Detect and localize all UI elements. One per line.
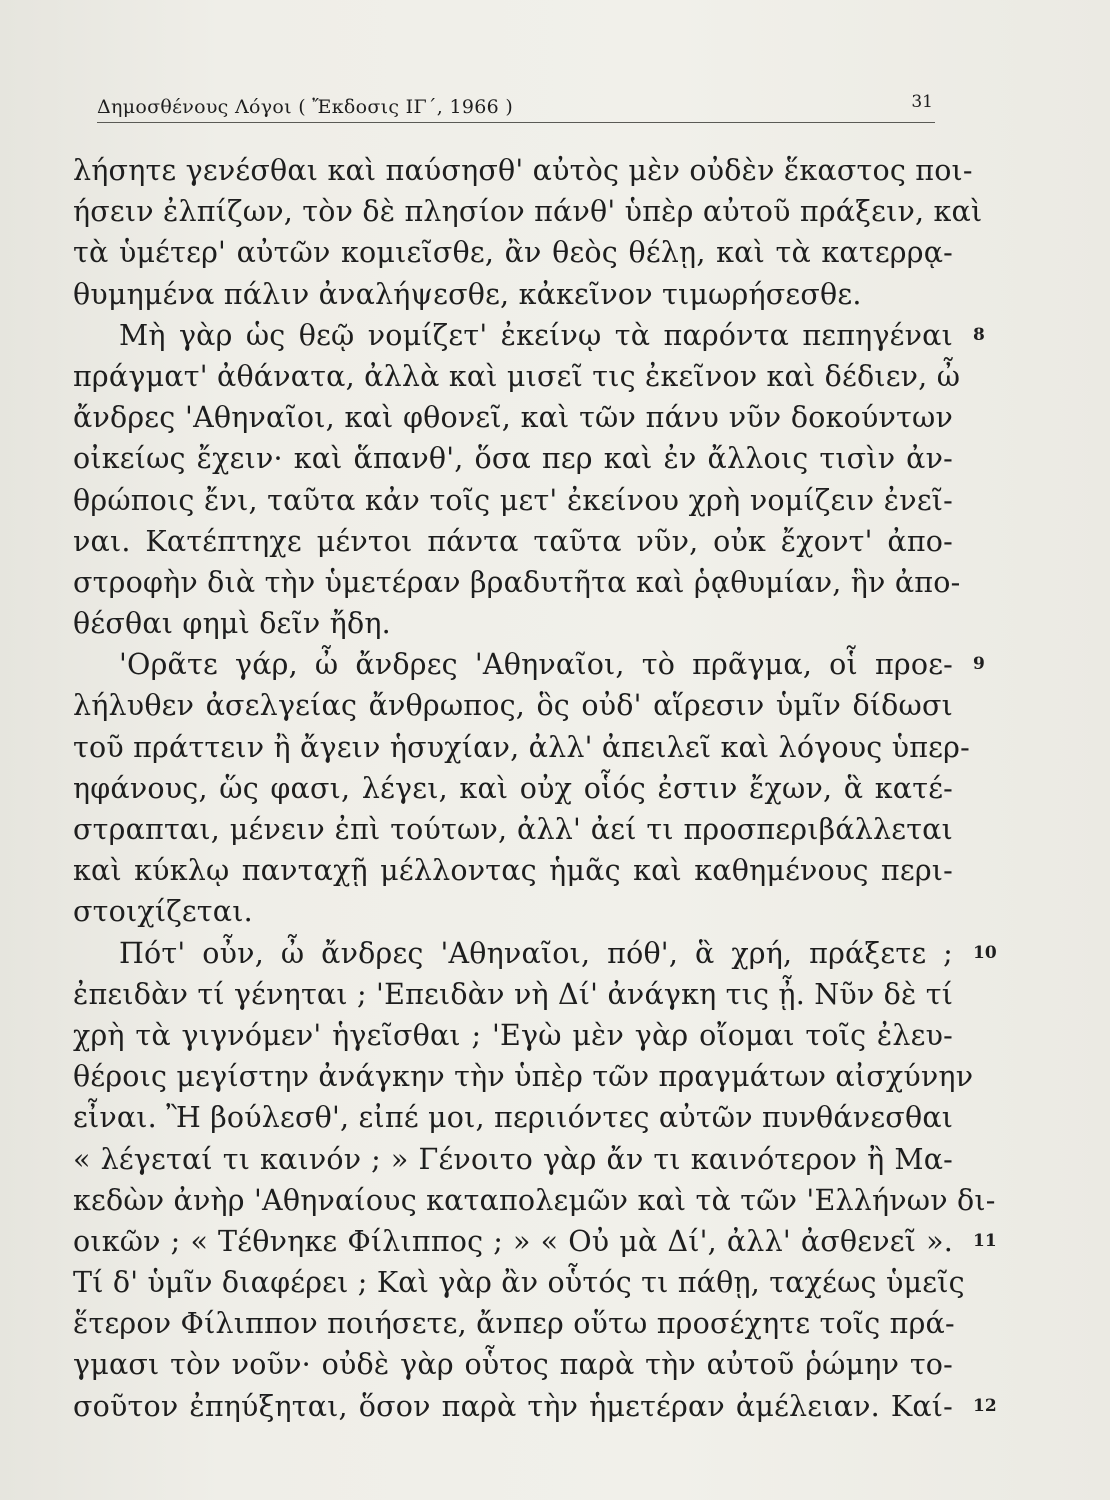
section-number: 12 (973, 1395, 997, 1416)
section-number: 11 (973, 1230, 997, 1251)
text-line: οικῶν ; « Τέθνηκε Φίλιππος ; » « Οὐ μὰ Δί', ἀλλ' ἀσθενεῖ ». 11 (73, 1221, 953, 1262)
text-line: καὶ κύκλῳ πανταχῇ μέλλοντας ἡμᾶς καὶ καθημένους περι- (73, 854, 953, 888)
text-line: λήλυθεν ἀσελγείας ἄνθρωπος, ὃς οὐδ' αἵρεσιν ὑμῖν δίδωσι (73, 689, 953, 723)
section-number: 8 (973, 324, 985, 345)
text-line: λήσητε γενέσθαι καὶ παύσησθ' αὐτὸς μὲν οὐδὲν ἕκαστος ποι- (73, 154, 973, 187)
running-title: Δημοσθένους Λόγοι ( Ἔκδοσις ΙΓ΄, 1966 ) (97, 96, 514, 118)
text-line: Πότ' οὖν, ὦ ἄνδρες 'Αθηναῖοι, πόθ', ἃ χρή, πράξετε ; 10 (73, 933, 953, 974)
text-line: θυμημένα πάλιν ἀναλήψεσθε, κἀκεῖνον τιμωρήσεσθε. (73, 277, 862, 311)
text-line: οἰκείως ἔχειν· καὶ ἅπανθ', ὅσα περ καὶ ἐν ἄλλοις τισὶν ἀν- (73, 442, 953, 476)
text-line: ναι. Κατέπτηχε μέντοι πάντα ταῦτα νῦν, οὐκ ἔχοντ' ἀπο- (73, 524, 953, 558)
text-line: ηφάνους, ὥς φασι, λέγει, καὶ οὐχ οἷός ἐστιν ἔχων, ἃ κατέ- (73, 771, 953, 805)
text-line: χρὴ τὰ γιγνόμεν' ἡγεῖσθαι ; 'Εγὼ μὲν γὰρ οἴομαι τοῖς ἐλευ- (73, 1018, 953, 1052)
text-line: « λέγεταί τι καινόν ; » Γένοιτο γὰρ ἄν τι καινότερον ἢ Μα- (73, 1142, 953, 1176)
text-line: πράγματ' ἀθάνατα, ἀλλὰ καὶ μισεῖ τις ἐκεῖνον καὶ δέδιεν, ὦ (73, 359, 961, 393)
text-line: 'Ορᾶτε γάρ, ὦ ἄνδρες 'Αθηναῖοι, τὸ πρᾶγμα, οἷ προε- 9 (73, 644, 953, 685)
text-line: εἶναι. Ἢ βούλεσθ', εἰπέ μοι, περιιόντες αὐτῶν πυνθάνεσθαι (73, 1101, 954, 1135)
text-line: γμασι τὸν νοῦν· οὐδὲ γὰρ οὗτος παρὰ τὴν αὐτοῦ ῥώμην το- (73, 1348, 953, 1382)
text-line: ἕτερον Φίλιππον ποιήσετε, ἄνπερ οὕτω προσέχητε τοῖς πρά- (73, 1307, 955, 1341)
text-line: ἄνδρες 'Αθηναῖοι, καὶ φθονεῖ, καὶ τῶν πάνυ νῦν δοκούντων (73, 401, 953, 435)
page-number: 31 (911, 92, 933, 112)
body-text (73, 150, 997, 1427)
text-line: σοῦτον ἐπηύξηται, ὅσον παρὰ τὴν ἡμετέραν ἀμέλειαν. Καί- 12 (73, 1386, 953, 1427)
text-line: ἐπειδὰν τί γένηται ; 'Επειδὰν νὴ Δί' ἀνάγκη τις ᾖ. Νῦν δὲ τί (73, 977, 954, 1011)
text-line: Τί δ' ὑμῖν διαφέρει ; Καὶ γὰρ ἂν οὗτός τι πάθῃ, ταχέως ὑμεῖς (73, 1266, 965, 1300)
text-line: στροφὴν διὰ τὴν ὑμετέραν βραδυτῆτα καὶ ῥᾳθυμίαν, ἣν ἀπο- (73, 565, 961, 599)
section-number: 10 (973, 942, 997, 963)
running-header (97, 92, 935, 123)
text-line: ήσειν ἐλπίζων, τὸν δὲ πλησίον πάνθ' ὑπὲρ αὐτοῦ πράξειν, καὶ (73, 195, 983, 229)
text-line: Μὴ γὰρ ὡς θεῷ νομίζετ' ἐκείνῳ τὰ παρόντα πεπηγέναι 8 (73, 315, 953, 356)
text-line: θέροις μεγίστην ἀνάγκην τὴν ὑπὲρ τῶν πραγμάτων αἰσχύνην (73, 1060, 974, 1094)
text-line: τὰ ὑμέτερ' αὐτῶν κομιεῖσθε, ἂν θεὸς θέλῃ, καὶ τὰ κατερρᾳ- (73, 236, 953, 270)
text-line: κεδὼν ἀνὴρ 'Αθηναίους καταπολεμῶν καὶ τὰ τῶν 'Ελλήνων δι- (73, 1183, 996, 1217)
text-line: στοιχίζεται. (73, 895, 253, 929)
text-line: θρώποις ἔνι, ταῦτα κἀν τοῖς μετ' ἐκείνου χρὴ νομίζειν ἐνεῖ- (73, 483, 953, 517)
text-line: τοῦ πράττειν ἢ ἄγειν ἡσυχίαν, ἀλλ' ἀπειλεῖ καὶ λόγους ὑπερ- (73, 730, 970, 764)
text-line: στραπται, μένειν ἐπὶ τούτων, ἀλλ' ἀεί τι προσπεριβάλλεται (73, 813, 953, 846)
section-number: 9 (973, 654, 985, 675)
text-line: θέσθαι φημὶ δεῖν ἤδη. (73, 607, 391, 641)
